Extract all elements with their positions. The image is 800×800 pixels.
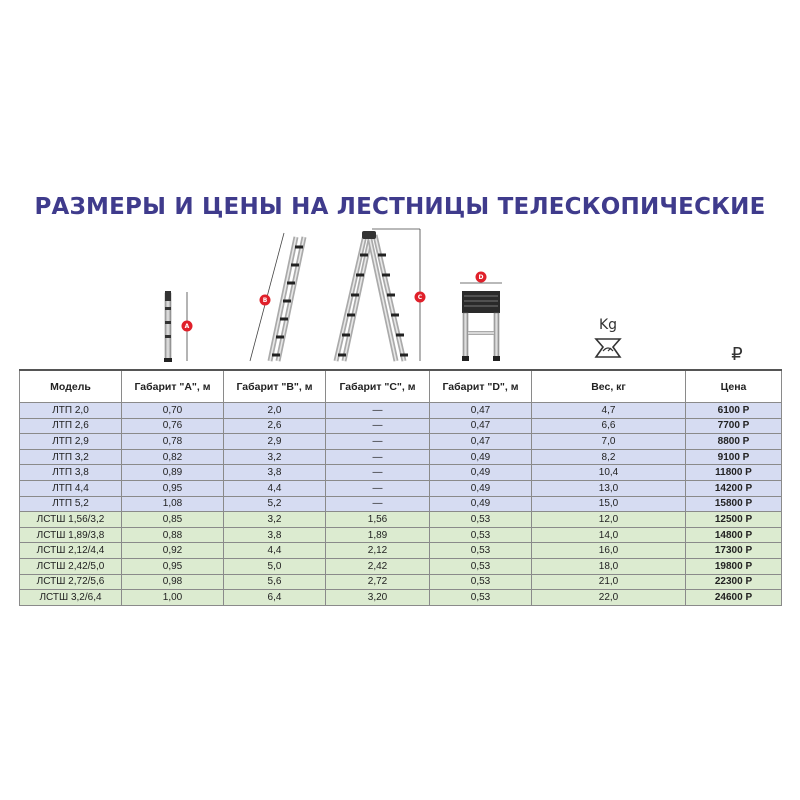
table-row <box>20 496 782 512</box>
cell-size-d: 0,53 <box>430 527 532 543</box>
cell-size-b: 5,0 <box>224 558 326 574</box>
table-row <box>20 590 782 606</box>
cell-weight: 10,4 <box>532 465 686 481</box>
table-row <box>20 527 782 543</box>
cell-size-b: 3,2 <box>224 512 326 528</box>
cell-size-d: 0,47 <box>430 434 532 450</box>
cell-weight: 18,0 <box>532 558 686 574</box>
cell-size-c: — <box>326 449 430 465</box>
cell-size-c: 3,20 <box>326 590 430 606</box>
cell-price: 19800 Р <box>686 558 782 574</box>
cell-size-d: 0,53 <box>430 574 532 590</box>
header-size-a: Габарит "A", м <box>122 370 224 403</box>
table-row <box>20 449 782 465</box>
cell-price: 14200 Р <box>686 480 782 496</box>
cell-weight: 6,6 <box>532 418 686 434</box>
header-price: Цена <box>686 370 782 403</box>
cell-weight: 16,0 <box>532 543 686 559</box>
cell-weight: 4,7 <box>532 403 686 419</box>
cell-size-c: 1,89 <box>326 527 430 543</box>
page-title: РАЗМЕРЫ И ЦЕНЫ НА ЛЕСТНИЦЫ ТЕЛЕСКОПИЧЕСКИЕ <box>34 194 766 220</box>
cell-price: 24600 Р <box>686 590 782 606</box>
cell-model: ЛСТШ 2,42/5,0 <box>20 558 122 574</box>
table-row <box>20 512 782 528</box>
table-row <box>20 465 782 481</box>
cell-model: ЛТП 2,9 <box>20 434 122 450</box>
cell-size-a: 0,95 <box>122 480 224 496</box>
cell-size-a: 1,08 <box>122 496 224 512</box>
cell-weight: 22,0 <box>532 590 686 606</box>
cell-size-a: 0,98 <box>122 574 224 590</box>
header-weight: Вес, кг <box>532 370 686 403</box>
table-row <box>20 403 782 419</box>
cell-size-d: 0,53 <box>430 512 532 528</box>
table-header-row <box>20 370 782 403</box>
cell-size-b: 5,2 <box>224 496 326 512</box>
cell-model: ЛСТШ 2,72/5,6 <box>20 574 122 590</box>
cell-size-b: 6,4 <box>224 590 326 606</box>
cell-price: 22300 Р <box>686 574 782 590</box>
cell-model: ЛТП 3,8 <box>20 465 122 481</box>
cell-size-c: — <box>326 434 430 450</box>
cell-model: ЛСТШ 1,89/3,8 <box>20 527 122 543</box>
header-size-c: Габарит "C", м <box>326 370 430 403</box>
cell-size-a: 0,70 <box>122 403 224 419</box>
cell-size-b: 5,6 <box>224 574 326 590</box>
cell-size-a: 1,00 <box>122 590 224 606</box>
table-row <box>20 558 782 574</box>
cell-size-a: 0,88 <box>122 527 224 543</box>
cell-size-c: — <box>326 418 430 434</box>
cell-size-d: 0,49 <box>430 496 532 512</box>
cell-weight: 15,0 <box>532 496 686 512</box>
header-size-d: Габарит "D", м <box>430 370 532 403</box>
cell-model: ЛСТШ 3,2/6,4 <box>20 590 122 606</box>
header-model: Модель <box>20 370 122 403</box>
table-row <box>20 434 782 450</box>
cell-size-c: — <box>326 403 430 419</box>
cell-size-d: 0,53 <box>430 543 532 559</box>
marker-c-label: C <box>417 294 423 302</box>
cell-model: ЛТП 3,2 <box>20 449 122 465</box>
cell-model: ЛТП 4,4 <box>20 480 122 496</box>
table-body <box>20 403 782 606</box>
table-row <box>20 543 782 559</box>
cell-price: 7700 Р <box>686 418 782 434</box>
cell-size-d: 0,49 <box>430 465 532 481</box>
cell-price: 15800 Р <box>686 496 782 512</box>
cell-size-a: 0,95 <box>122 558 224 574</box>
marker-a-label: A <box>184 323 190 331</box>
cell-size-d: 0,49 <box>430 449 532 465</box>
cell-size-c: — <box>326 496 430 512</box>
ladder-a-frame-icon <box>336 229 426 361</box>
cell-size-a: 0,85 <box>122 512 224 528</box>
cell-size-b: 2,6 <box>224 418 326 434</box>
cell-price: 17300 Р <box>686 543 782 559</box>
cell-model: ЛСТШ 2,12/4,4 <box>20 543 122 559</box>
cell-size-b: 2,0 <box>224 403 326 419</box>
cell-size-c: 2,12 <box>326 543 430 559</box>
specs-table <box>19 369 782 606</box>
cell-size-b: 3,8 <box>224 465 326 481</box>
cell-weight: 14,0 <box>532 527 686 543</box>
cell-weight: 21,0 <box>532 574 686 590</box>
cell-price: 6100 Р <box>686 403 782 419</box>
cell-size-a: 0,78 <box>122 434 224 450</box>
cell-size-b: 2,9 <box>224 434 326 450</box>
cell-price: 8800 Р <box>686 434 782 450</box>
cell-size-c: 2,72 <box>326 574 430 590</box>
ladder-extended-icon <box>250 233 304 361</box>
cell-size-c: — <box>326 480 430 496</box>
ladder-illustrations <box>0 225 800 370</box>
cell-size-c: — <box>326 465 430 481</box>
cell-size-b: 3,2 <box>224 449 326 465</box>
cell-model: ЛТП 2,0 <box>20 403 122 419</box>
cell-size-b: 3,8 <box>224 527 326 543</box>
cell-model: ЛТП 5,2 <box>20 496 122 512</box>
marker-d-label: D <box>478 274 484 282</box>
cell-weight: 8,2 <box>532 449 686 465</box>
cell-model: ЛТП 2,6 <box>20 418 122 434</box>
cell-price: 12500 Р <box>686 512 782 528</box>
cell-size-d: 0,53 <box>430 558 532 574</box>
table-row <box>20 418 782 434</box>
cell-size-d: 0,47 <box>430 403 532 419</box>
ladder-folded-icon <box>164 291 193 362</box>
ruble-icon: ₽ <box>731 344 743 365</box>
cell-size-a: 0,92 <box>122 543 224 559</box>
cell-size-d: 0,53 <box>430 590 532 606</box>
cell-size-c: 1,56 <box>326 512 430 528</box>
cell-size-d: 0,47 <box>430 418 532 434</box>
weight-scale-icon <box>596 317 620 357</box>
cell-price: 11800 Р <box>686 465 782 481</box>
table-row <box>20 574 782 590</box>
cell-size-a: 0,89 <box>122 465 224 481</box>
cell-weight: 12,0 <box>532 512 686 528</box>
cell-size-a: 0,76 <box>122 418 224 434</box>
cell-size-b: 4,4 <box>224 480 326 496</box>
marker-b-label: B <box>262 297 268 305</box>
cell-size-a: 0,82 <box>122 449 224 465</box>
cell-weight: 13,0 <box>532 480 686 496</box>
weight-icon-label: Kg <box>598 317 618 333</box>
cell-size-d: 0,49 <box>430 480 532 496</box>
header-size-b: Габарит "B", м <box>224 370 326 403</box>
cell-price: 14800 Р <box>686 527 782 543</box>
ladder-front-view-icon <box>460 272 502 362</box>
cell-size-b: 4,4 <box>224 543 326 559</box>
table-row <box>20 480 782 496</box>
cell-size-c: 2,42 <box>326 558 430 574</box>
cell-model: ЛСТШ 1,56/3,2 <box>20 512 122 528</box>
cell-price: 9100 Р <box>686 449 782 465</box>
cell-weight: 7,0 <box>532 434 686 450</box>
